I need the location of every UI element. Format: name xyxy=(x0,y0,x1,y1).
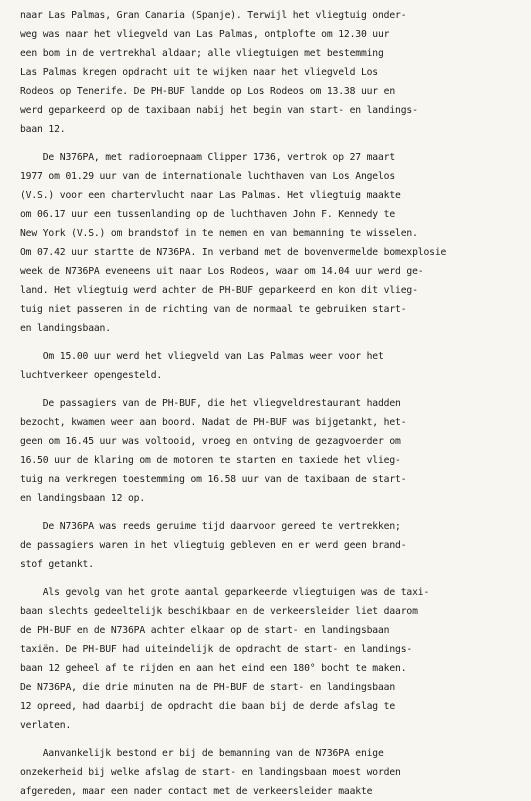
text-line: geen om 16.45 uur was voltooid, vroeg en ontving de gezagvoerder om xyxy=(20,436,401,447)
paragraph xyxy=(20,347,527,385)
text-line: 1977 om 01.29 uur van de internationale luchthaven van Los Angelos xyxy=(20,171,396,182)
text-line: De N736PA, die drie minuten na de PH-BUF de start- en landingsbaan xyxy=(20,682,396,693)
text-line: Las Palmas kregen opdracht uit te wijken naar het vliegveld Los xyxy=(20,67,378,78)
text-line: onzekerheid bij welke afslag de start- en landingsbaan moest worden xyxy=(20,767,401,778)
text-line: (V.S.) voor een chartervlucht naar Las Palmas. Het vliegtuig maakte xyxy=(20,190,401,201)
text-line: afgereden, maar een nader contact met de verkeersleider maakte xyxy=(20,786,373,797)
text-line: en landingsbaan. xyxy=(20,323,111,334)
text-line: De N736PA was reeds geruime tijd daarvoor gereed te vertrekken; xyxy=(20,521,401,532)
text-line: tuig niet passeren in de richting van de normaal te gebruiken start- xyxy=(20,304,407,315)
text-line: een bom in de vertrekhal aldaar; alle vliegtuigen met bestemming xyxy=(20,48,384,59)
text-line: baan 12. xyxy=(20,124,66,135)
paragraph xyxy=(20,6,527,139)
text-line: 16.50 uur de klaring om de motoren te starten en taxiede het vlieg- xyxy=(20,455,401,466)
paragraph xyxy=(20,583,527,735)
text-line: stof getankt. xyxy=(20,559,94,570)
text-line: Aanvankelijk bestond er bij de bemanning van de N736PA enige xyxy=(20,748,384,759)
text-line: de passagiers waren in het vliegtuig gebleven en er werd geen brand- xyxy=(20,540,407,551)
text-line: om 06.17 uur een tussenlanding op de luchthaven John F. Kennedy te xyxy=(20,209,396,220)
text-line: Om 15.00 uur werd het vliegveld van Las Palmas weer voor het xyxy=(20,351,384,362)
text-line: verlaten. xyxy=(20,720,72,731)
text-line: 12 opreed, had daarbij de opdracht die baan bij de derde afslag te xyxy=(20,701,396,712)
text-line: weg was naar het vliegveld van Las Palmas, ontplofte om 12.30 uur xyxy=(20,29,390,40)
text-line: de PH-BUF en de N736PA achter elkaar op de start- en landingsbaan xyxy=(20,625,390,636)
document-body xyxy=(20,6,527,801)
text-line: en landingsbaan 12 op. xyxy=(20,493,146,504)
text-line: baan 12 geheel af te rijden en aan het eind een 180° bocht te maken. xyxy=(20,663,407,674)
text-line: luchtverkeer opengesteld. xyxy=(20,370,163,381)
paragraph xyxy=(20,394,527,508)
text-line: De passagiers van de PH-BUF, die het vliegveldrestaurant hadden xyxy=(20,398,401,409)
text-line: naar Las Palmas, Gran Canaria (Spanje). Terwijl het vliegtuig onder- xyxy=(20,10,407,21)
text-line: land. Het vliegtuig werd achter de PH-BUF geparkeerd en kon dit vlieg- xyxy=(20,285,418,296)
text-line: Om 07.42 uur startte de N736PA. In verband met de bovenvermelde bomexplosie xyxy=(20,247,447,258)
text-line: De N376PA, met radioroepnaam Clipper 1736, vertrok op 27 maart xyxy=(20,152,396,163)
text-line: bezocht, kwamen weer aan boord. Nadat de PH-BUF was bijgetankt, het- xyxy=(20,417,407,428)
text-line: tuig na verkregen toestemming om 16.58 uur van de taxibaan de start- xyxy=(20,474,407,485)
paragraph xyxy=(20,744,527,801)
text-line: werd geparkeerd op de taxibaan nabij het begin van start- en landings- xyxy=(20,105,418,116)
text-line: Rodeos op Tenerife. De PH-BUF landde op Los Rodeos om 13.38 uur en xyxy=(20,86,396,97)
text-line: week de N736PA eveneens uit naar Los Rodeos, waar om 14.04 uur werd ge- xyxy=(20,266,424,277)
text-line: baan slechts gedeeltelijk beschikbaar en de verkeersleider liet daarom xyxy=(20,606,418,617)
paragraph xyxy=(20,517,527,574)
text-line: Als gevolg van het grote aantal geparkeerde vliegtuigen was de taxi- xyxy=(20,587,430,598)
text-line: taxiën. De PH-BUF had uiteindelijk de opdracht de start- en landings- xyxy=(20,644,413,655)
text-line: New York (V.S.) om brandstof in te nemen en van bemanning te wisselen. xyxy=(20,228,418,239)
paragraph xyxy=(20,148,527,338)
